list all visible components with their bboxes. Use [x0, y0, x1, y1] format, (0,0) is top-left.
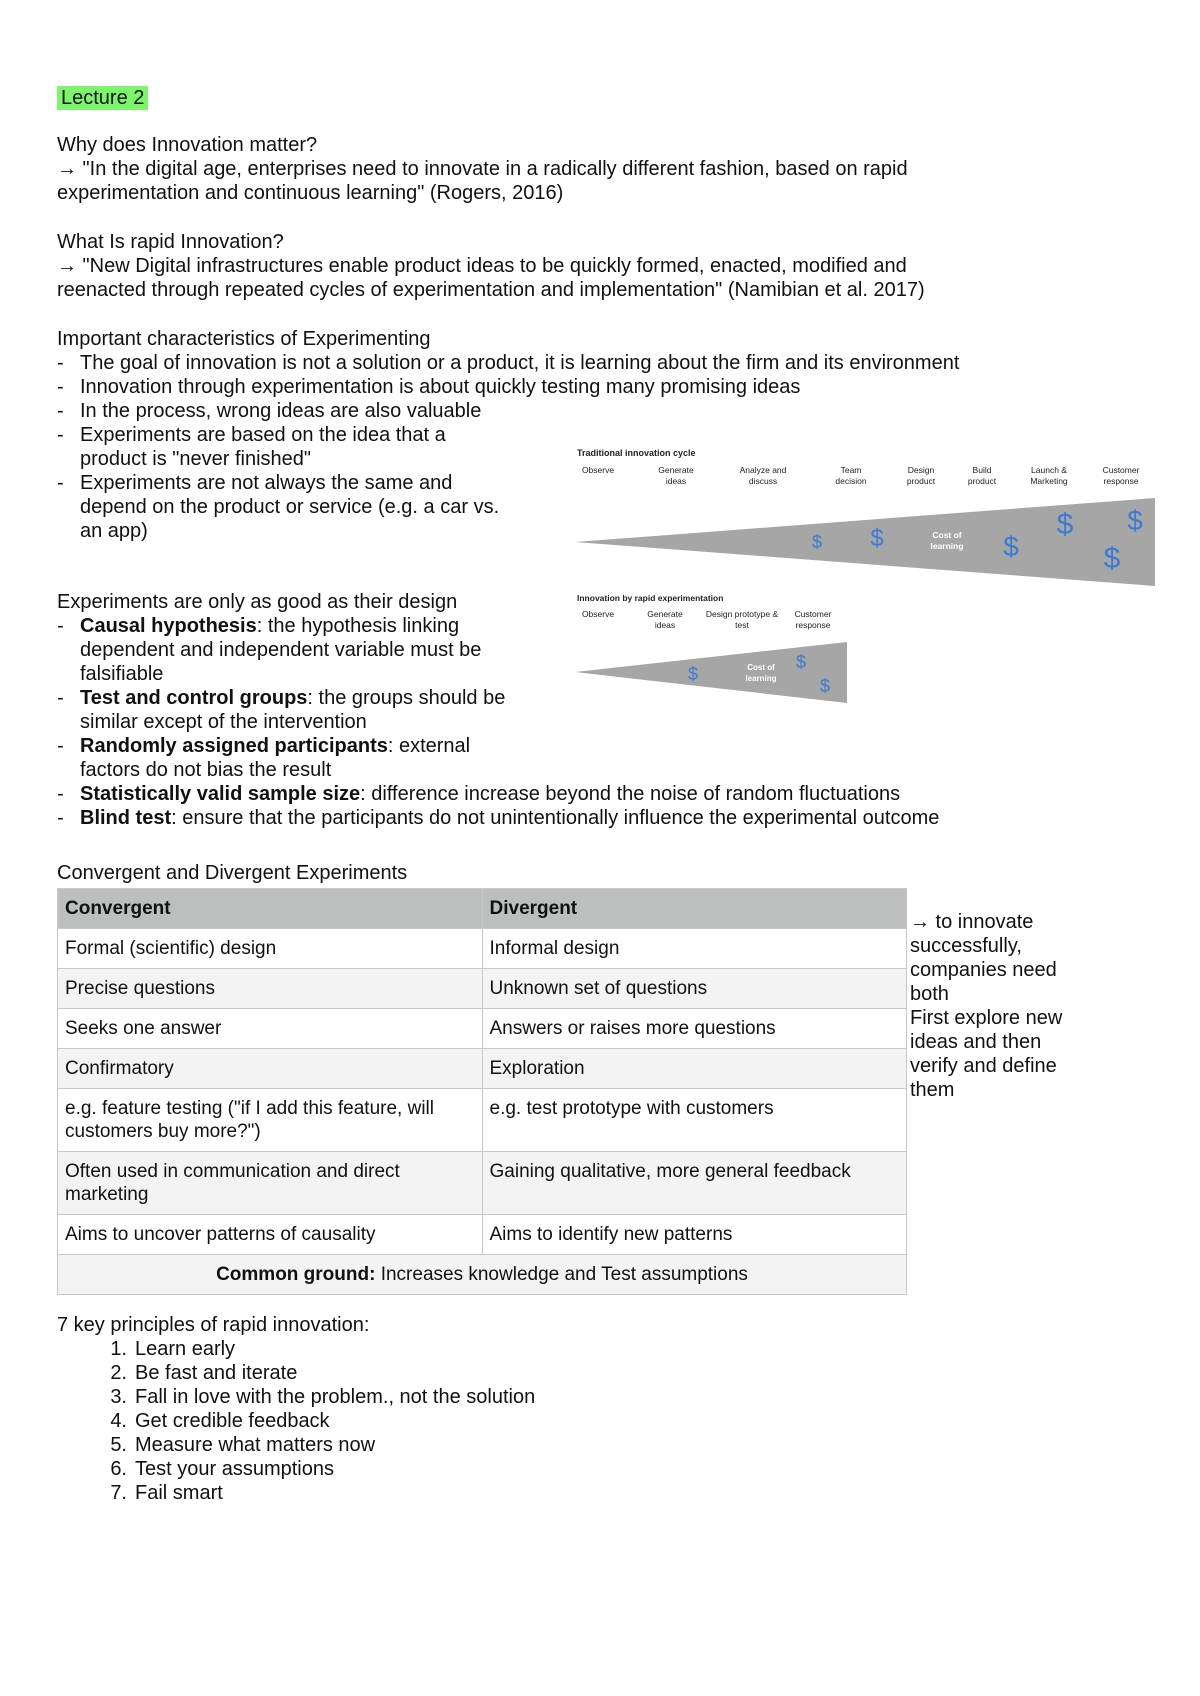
- what-quote-line2: reenacted through repeated cycles of experimentation and implementation" (Namibian et al. 2017): [57, 279, 925, 301]
- list-item: 7. Fail smart: [110, 1482, 223, 1504]
- table-cell: Seeks one answer: [58, 1009, 483, 1049]
- traditional-cost-label: Cost of: [932, 530, 962, 540]
- why-quote-line2: experimentation and continuous learning" (Rogers, 2016): [57, 182, 564, 204]
- step-label: Launch &: [1031, 465, 1067, 475]
- table-row: [58, 1089, 907, 1152]
- lecture-label: Lecture 2: [57, 86, 148, 110]
- side-note-line: them: [910, 1079, 955, 1101]
- dollar-sign: $: [819, 676, 831, 696]
- what-quote-line1: → "New Digital infrastructures enable product ideas to be quickly formed, enacted, modified and: [57, 255, 907, 277]
- table-header-row: [58, 889, 907, 929]
- table-common-row: [58, 1255, 907, 1295]
- step-label: ideas: [665, 476, 687, 486]
- list-item: 1. Learn early: [110, 1338, 236, 1360]
- table-cell: Exploration: [482, 1049, 907, 1089]
- list-item-continuation: depend on the product or service (e.g. a car vs.: [80, 496, 500, 518]
- step-label: response: [1103, 476, 1139, 486]
- step-label: discuss: [748, 476, 778, 486]
- what-heading: What Is rapid Innovation?: [57, 231, 284, 253]
- table-cell: Precise questions: [58, 969, 483, 1009]
- side-note: [910, 910, 1110, 1102]
- dollar-sign: $: [811, 532, 823, 552]
- dollar-sign: $: [795, 652, 807, 672]
- table-row: [58, 929, 907, 969]
- table-cell: Formal (scientific) design: [58, 929, 483, 969]
- step-label: product: [967, 476, 997, 486]
- list-item: 5. Measure what matters now: [110, 1434, 376, 1456]
- traditional-cost-label: learning: [930, 541, 964, 551]
- list-item: 6. Test your assumptions: [110, 1458, 334, 1480]
- step-label: test: [735, 620, 749, 630]
- traditional-steps: [582, 465, 1140, 486]
- list-item-continuation: similar except of the intervention: [80, 711, 367, 733]
- step-label: Generate: [647, 609, 683, 619]
- step-label: Design: [907, 465, 935, 475]
- dollar-sign: $: [1127, 505, 1143, 536]
- table-row: [58, 969, 907, 1009]
- innovation-cycle-figure: [575, 446, 1165, 716]
- list-item-continuation: falsifiable: [80, 663, 164, 685]
- step-label: Team: [840, 465, 862, 475]
- step-label: ideas: [654, 620, 676, 630]
- principles-heading: 7 key principles of rapid innovation:: [57, 1314, 370, 1336]
- rapid-cost-label: learning: [745, 674, 777, 683]
- rapid-steps: [582, 609, 832, 630]
- design-heading: Experiments are only as good as their design: [57, 591, 458, 613]
- dollar-sign: $: [1103, 542, 1121, 575]
- side-note-line: both: [910, 983, 949, 1005]
- side-note-line: successfully,: [910, 935, 1022, 957]
- dollar-sign: $: [870, 525, 884, 552]
- table-row: [58, 1152, 907, 1215]
- why-quote-line1: → "In the digital age, enterprises need to innovate in a radically different fashion, based on rapid: [57, 158, 908, 180]
- dollar-sign: $: [687, 664, 699, 684]
- table-row: [58, 1009, 907, 1049]
- side-note-line: verify and define: [910, 1055, 1057, 1077]
- table-row: [58, 1215, 907, 1255]
- dollar-sign: $: [1056, 508, 1074, 541]
- step-label: Marketing: [1030, 476, 1068, 486]
- table-cell: Unknown set of questions: [482, 969, 907, 1009]
- table-caption: Convergent and Divergent Experiments: [57, 862, 408, 884]
- rapid-cost-wedge: [575, 642, 847, 703]
- table-cell: e.g. feature testing ("if I add this feature, will customers buy more?"): [58, 1089, 483, 1152]
- list-item: 4. Get credible feedback: [110, 1410, 330, 1432]
- table-row: [58, 1049, 907, 1089]
- side-note-line: First explore new: [910, 1007, 1063, 1029]
- dollar-sign: $: [1003, 531, 1019, 562]
- step-label: Observe: [581, 465, 615, 475]
- table-cell: Informal design: [482, 929, 907, 969]
- side-note-line: → to innovate: [910, 911, 1034, 933]
- table-header-divergent: Divergent: [482, 889, 907, 929]
- table-cell: Answers or raises more questions: [482, 1009, 907, 1049]
- side-note-line: ideas and then: [910, 1031, 1042, 1053]
- list-item-continuation: product is "never finished": [80, 448, 311, 470]
- table-cell: Gaining qualitative, more general feedback: [482, 1152, 907, 1215]
- list-item-continuation: an app): [80, 520, 148, 542]
- principles-list: [57, 1337, 535, 1505]
- step-label: decision: [835, 476, 867, 486]
- table-cell: Aims to identify new patterns: [482, 1215, 907, 1255]
- characteristics-heading: Important characteristics of Experimenting: [57, 328, 431, 350]
- step-label: Customer: [794, 609, 832, 619]
- rapid-cost-label: Cost of: [747, 663, 775, 672]
- step-label: Customer: [1102, 465, 1140, 475]
- step-label: response: [795, 620, 831, 630]
- table-cell: Aims to uncover patterns of causality: [58, 1215, 483, 1255]
- step-label: product: [906, 476, 936, 486]
- comparison-table: [57, 888, 907, 1295]
- table-cell: e.g. test prototype with customers: [482, 1089, 907, 1152]
- step-label: Build: [972, 465, 992, 475]
- rapid-title: Innovation by rapid experimentation: [577, 593, 724, 603]
- step-label: Observe: [581, 609, 615, 619]
- side-note-line: companies need: [910, 959, 1057, 981]
- common-ground-cell: Common ground: Increases knowledge and Test assumptions: [58, 1255, 907, 1295]
- table-header-convergent: Convergent: [58, 889, 483, 929]
- list-item: 2. Be fast and iterate: [110, 1362, 298, 1384]
- list-item-continuation: factors do not bias the result: [80, 759, 332, 781]
- traditional-title: Traditional innovation cycle: [577, 448, 696, 458]
- step-label: Design prototype &: [705, 609, 779, 619]
- step-label: Generate: [658, 465, 694, 475]
- table-cell: Confirmatory: [58, 1049, 483, 1089]
- table-cell: Often used in communication and direct marketing: [58, 1152, 483, 1215]
- why-heading: Why does Innovation matter?: [57, 134, 318, 156]
- list-item: 3. Fall in love with the problem., not the solution: [110, 1386, 536, 1408]
- list-item-continuation: dependent and independent variable must be: [80, 639, 482, 661]
- step-label: Analyze and: [739, 465, 787, 475]
